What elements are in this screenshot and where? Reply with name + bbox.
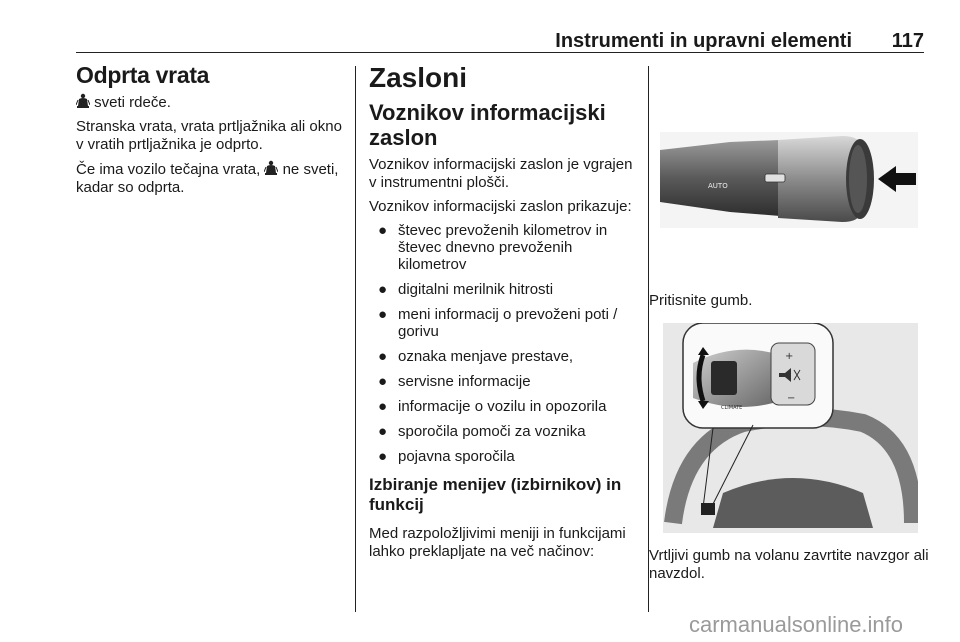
bullet: ● [378, 306, 388, 323]
list-item: ● števec prevoženih kilometrov in števec dnevno prevoženih kilometrov [378, 222, 608, 273]
steering-wheel-illustration [663, 323, 918, 533]
list-item: ● meni informacij o prevoženi poti / gorivu [378, 306, 618, 340]
caption-press-button: Pritisnite gumb. [649, 292, 753, 309]
bullet: ● [378, 398, 388, 415]
hinged-doors-prefix: Če ima vozilo tečajna vrata, [76, 161, 261, 178]
list-item: ● oznaka menjave prestave, [378, 348, 574, 365]
bullet: ● [378, 423, 388, 440]
page-number: 117 [891, 30, 924, 52]
list-item: ● servisne informacije [378, 373, 531, 390]
climate-label: CLIMATE [721, 405, 743, 411]
column-zasloni [369, 62, 641, 567]
page-title: Instrumenti in upravni elementi [555, 30, 852, 52]
paragraph-switching: Med razpoložljivimi meniji in funkcijami lahko preklapljate na več načinov: [369, 525, 626, 560]
list-item: ● informacije o vozilu in opozorila [378, 398, 607, 415]
column-divider [648, 66, 649, 612]
subheading-menu-selection: Izbiranje menijev (izbirnikov) in funkcij [369, 475, 622, 514]
paragraph-hinged-doors [76, 160, 346, 197]
caption-rotate-wheel: Vrtljivi gumb na volanu zavrtite navzgor ali navzdol. [649, 547, 929, 582]
hinged-doors-suffix: ne sveti, kadar so odprta. [76, 161, 339, 196]
bullet: ● [378, 222, 388, 239]
paragraph-displays: Voznikov informacijski zaslon prikazuje: [369, 198, 632, 215]
stalk-button-illustration [660, 132, 918, 228]
page-header [76, 30, 924, 53]
minus-glyph: − [787, 393, 796, 404]
paragraph-integrated: Voznikov informacijski zaslon je vgrajen v instrumentni plošči. [369, 156, 633, 191]
plus-glyph: + [785, 351, 794, 362]
door-open-icon [264, 160, 278, 176]
bullet: ● [378, 373, 388, 390]
bullet: ● [378, 448, 388, 465]
paragraph-door-open: Stranska vrata, vrata prtljažnika ali okno v vratih prtljažnika je odprto. [76, 118, 342, 153]
column-odprta-vrata [76, 62, 346, 203]
section-heading-odprta-vrata: Odprta vrata [76, 62, 210, 88]
section-heading-zasloni: Zasloni [369, 62, 468, 93]
paragraph-door-light [76, 93, 346, 112]
subheading-driver-info: Voznikov informacijski zaslon [369, 100, 606, 150]
column-divider [355, 66, 356, 612]
display-items-list [369, 222, 641, 465]
list-item: ● sporočila pomoči za voznika [378, 423, 586, 440]
door-light-text: sveti rdeče. [94, 94, 171, 111]
list-item: ● pojavna sporočila [378, 448, 515, 465]
watermark-text: carmanualsonline.info [689, 612, 904, 637]
auto-label: AUTO [708, 182, 728, 190]
bullet: ● [378, 281, 388, 298]
bullet: ● [378, 348, 388, 365]
door-open-icon [76, 93, 90, 109]
list-item: ● digitalni merilnik hitrosti [378, 281, 554, 298]
